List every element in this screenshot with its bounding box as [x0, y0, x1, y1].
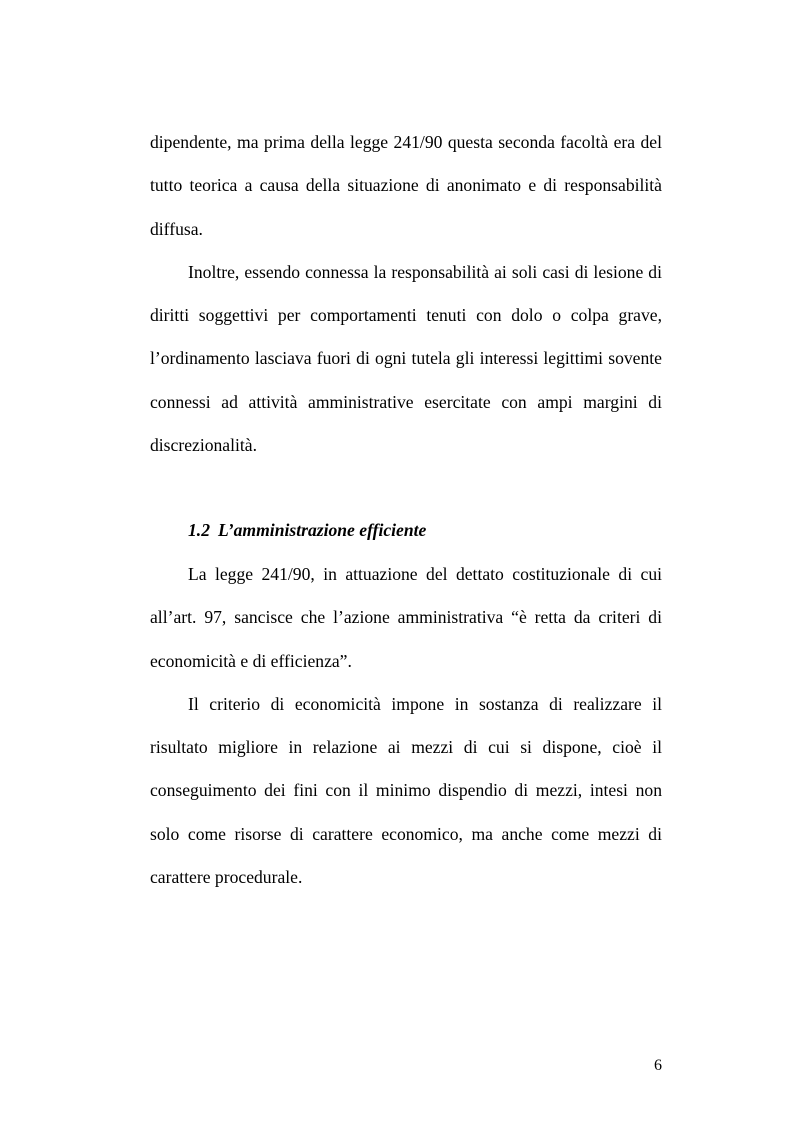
body-text-section — [150, 553, 662, 899]
paragraph: Inoltre, essendo connessa la responsabilità ai soli casi di lesione di diritti soggettivi per comportamenti tenuti con dolo o colpa grave, l’ordinamento lasciava fuori di ogni tutela gli interessi legittimi sovente connessi ad attività amministrative esercitate con ampi margini di discrezionalità. — [150, 261, 662, 456]
body-text-top — [150, 121, 662, 467]
section-title: L’amministrazione efficiente — [218, 520, 427, 540]
section-number: 1.2 — [188, 520, 210, 540]
paragraph: La legge 241/90, in attuazione del dettato costituzionale di cui all’art. 97, sancisce che l’azione amministrativa “è retta da criteri di economicità e di efficienza”. — [150, 564, 662, 671]
paragraph: Il criterio di economicità impone in sostanza di realizzare il risultato migliore in relazione ai mezzi di cui si dispone, cioè il conseguimento dei fini con il minimo dispendio di mezzi, intesi non solo come risorse di carattere economico, ma anche come mezzi di carattere procedurale. — [150, 693, 662, 888]
section-heading — [188, 514, 426, 547]
page-number: 6 — [654, 1057, 662, 1074]
paragraph-continuation: dipendente, ma prima della legge 241/90 questa seconda facoltà era del tutto teorica a causa della situazione di anonimato e di responsabilità diffusa. — [150, 132, 662, 239]
